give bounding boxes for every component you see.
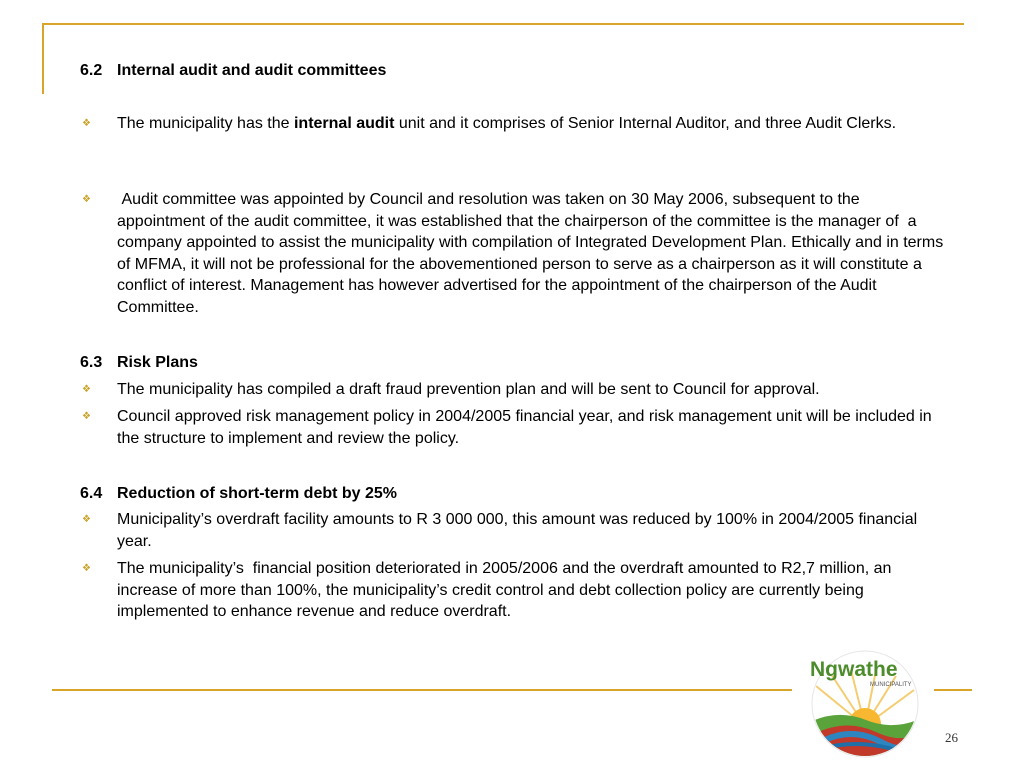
- logo-graphic: [796, 646, 934, 758]
- section-heading-6-2: [80, 60, 386, 82]
- section-heading-6-3: [80, 352, 198, 374]
- section-number: 6.2: [80, 62, 103, 79]
- bullet-text: [117, 113, 950, 135]
- bullet-icon: ❖: [82, 118, 91, 129]
- list-item: [80, 406, 950, 449]
- bullet-text-post: unit and it comprises of Senior Internal Auditor, and three Audit Clerks.: [394, 115, 897, 132]
- left-rule: [42, 23, 44, 94]
- list-item: [80, 558, 950, 623]
- section-number: 6.4: [80, 485, 103, 502]
- list-item: [80, 509, 950, 552]
- bullet-text: Municipality’s overdraft facility amounts to R 3 000 000, this amount was reduced by 100% in 2004/2005 financial year.: [117, 511, 918, 550]
- section-number: 6.3: [80, 354, 103, 371]
- section-title: Internal audit and audit committees: [117, 62, 387, 79]
- bullet-text: Audit committee was appointed by Council and resolution was taken on 30 May 2006, subsequent to the appointment of the audit committee, it was established that the chairperson of the committee is the manager of a company appointed to assist the municipality with compilation of Integrated Development Plan. Ethically and in terms of MFMA, it will not be professional for the abovementioned person to serve as a chairperson as it will constitute a conflict of interest. Management has however advertised for the appointment of the chairperson of the Audit Committee.: [117, 191, 948, 316]
- bullet-icon: ❖: [82, 384, 91, 395]
- list-item: [80, 189, 950, 318]
- bullet-icon: ❖: [82, 194, 91, 205]
- bottom-rule-end: [934, 689, 972, 691]
- bottom-rule: [52, 689, 792, 691]
- bullet-icon: ❖: [82, 514, 91, 525]
- bullet-text: The municipality’s financial position deteriorated in 2005/2006 and the overdraft amounted to R2,7 million, an increase of more than 100%, the municipality’s credit control and debt collection policy are currently being implemented to enhance revenue and reduce overdraft.: [117, 560, 896, 620]
- bullet-text: The municipality has compiled a draft fraud prevention plan and will be sent to Council for approval.: [117, 381, 820, 398]
- top-rule: [42, 23, 964, 25]
- bullet-text-pre: The municipality has the: [117, 115, 294, 132]
- svg-text:MUNICIPALITY: MUNICIPALITY: [870, 682, 912, 688]
- svg-text:Ngwathe: Ngwathe: [810, 658, 898, 681]
- bullet-text: Council approved risk management policy in 2004/2005 financial year, and risk management unit will be included in the structure to implement and review the policy.: [117, 408, 932, 447]
- bullet-icon: ❖: [82, 411, 91, 422]
- section-heading-6-4: [80, 483, 397, 505]
- ngwathe-logo: [796, 646, 934, 758]
- bullet-text-bold: internal audit: [293, 115, 395, 132]
- list-item: [80, 113, 950, 135]
- section-title: Risk Plans: [117, 354, 198, 371]
- page-number: 26: [945, 730, 958, 745]
- list-item: [80, 379, 950, 401]
- bullet-icon: ❖: [82, 563, 91, 574]
- section-title: Reduction of short-term debt by 25%: [117, 485, 398, 502]
